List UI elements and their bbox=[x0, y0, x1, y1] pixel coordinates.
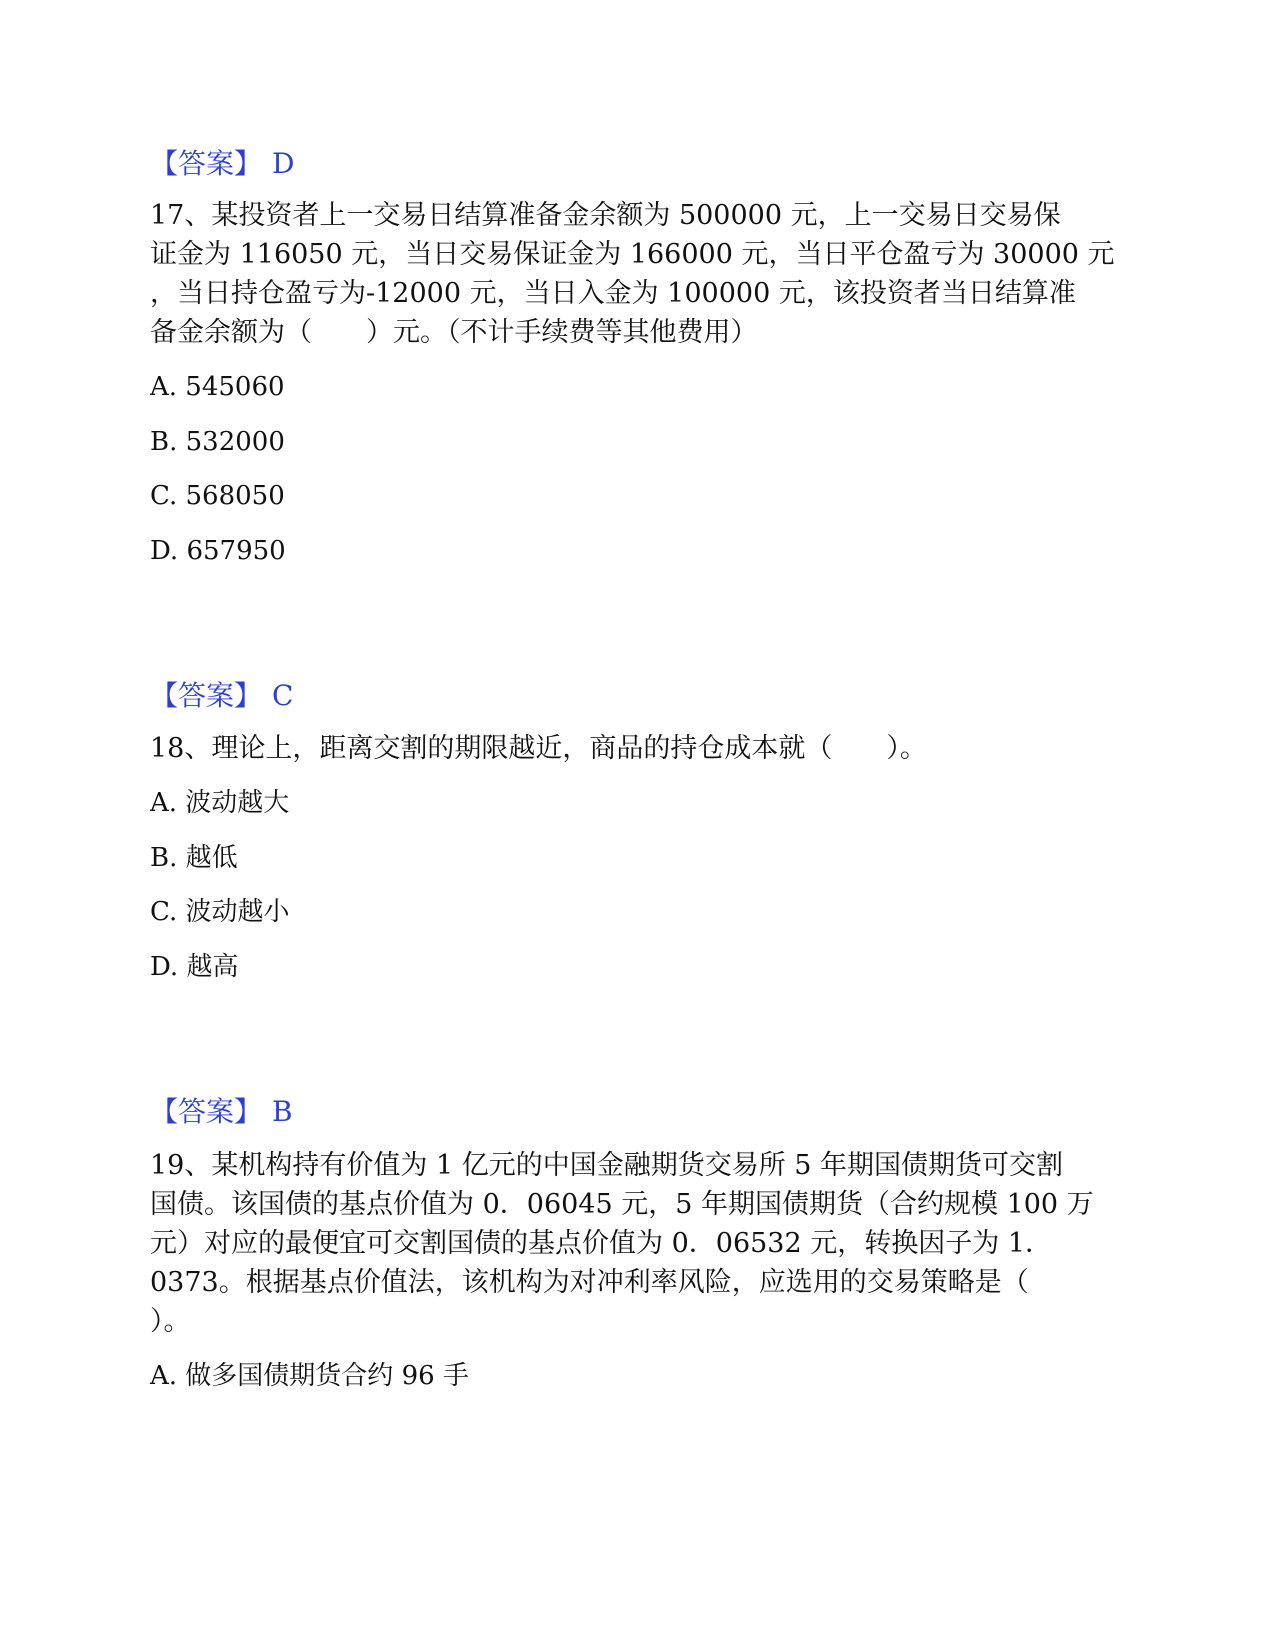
answer-label: 【答案】 bbox=[150, 679, 263, 712]
option-c: C. 波动越小 bbox=[150, 897, 290, 927]
answer-value: D bbox=[272, 147, 295, 180]
question-stem-line: ）。 bbox=[150, 1306, 191, 1337]
option-b: B. 532000 bbox=[150, 427, 285, 457]
answer-value: C bbox=[272, 679, 294, 712]
option-a: A. 做多国债期货合约 96 手 bbox=[150, 1361, 469, 1391]
option-a: A. 波动越大 bbox=[150, 788, 290, 818]
answer-label: 【答案】 bbox=[150, 147, 263, 180]
option-a: A. 545060 bbox=[150, 372, 285, 402]
answer-value: B bbox=[272, 1095, 293, 1128]
question-stem-line: 17、某投资者上一交易日结算准备金余额为 500000 元，上一交易日交易保 bbox=[150, 200, 1061, 231]
question-stem-line: ，当日持仓盈亏为-12000 元，当日入金为 100000 元，该投资者当日结算准 bbox=[150, 278, 1076, 309]
question-stem-line: 元）对应的最便宜可交割国债的基点价值为 0．06532 元，转换因子为 1． bbox=[150, 1228, 1052, 1259]
option-d: D. 657950 bbox=[150, 536, 286, 566]
option-b: B. 越低 bbox=[150, 843, 238, 873]
question-stem-line: 18、理论上，距离交割的期限越近，商品的持仓成本就（ ）。 bbox=[150, 733, 927, 764]
question-stem-line: 0373。根据基点价值法，该机构为对冲利率风险，应选用的交易策略是（ bbox=[150, 1267, 1029, 1298]
answer-line-16 bbox=[150, 147, 295, 180]
question-stem-line: 备金余额为（ ）元。（不计手续费等其他费用） bbox=[150, 317, 758, 348]
answer-label: 【答案】 bbox=[150, 1095, 263, 1128]
question-stem-line: 19、某机构持有价值为 1 亿元的中国金融期货交易所 5 年期国债期货可交割 bbox=[150, 1150, 1064, 1181]
option-c: C. 568050 bbox=[150, 481, 285, 511]
option-d: D. 越高 bbox=[150, 952, 239, 982]
question-stem-line: 证金为 116050 元，当日交易保证金为 166000 元，当日平仓盈亏为 30000 元 bbox=[150, 239, 1115, 270]
question-stem-line: 国债。该国债的基点价值为 0．06045 元，5 年期国债期货（合约规模 100 万 bbox=[150, 1189, 1094, 1220]
answer-line-17 bbox=[150, 679, 294, 712]
answer-line-18 bbox=[150, 1095, 293, 1128]
